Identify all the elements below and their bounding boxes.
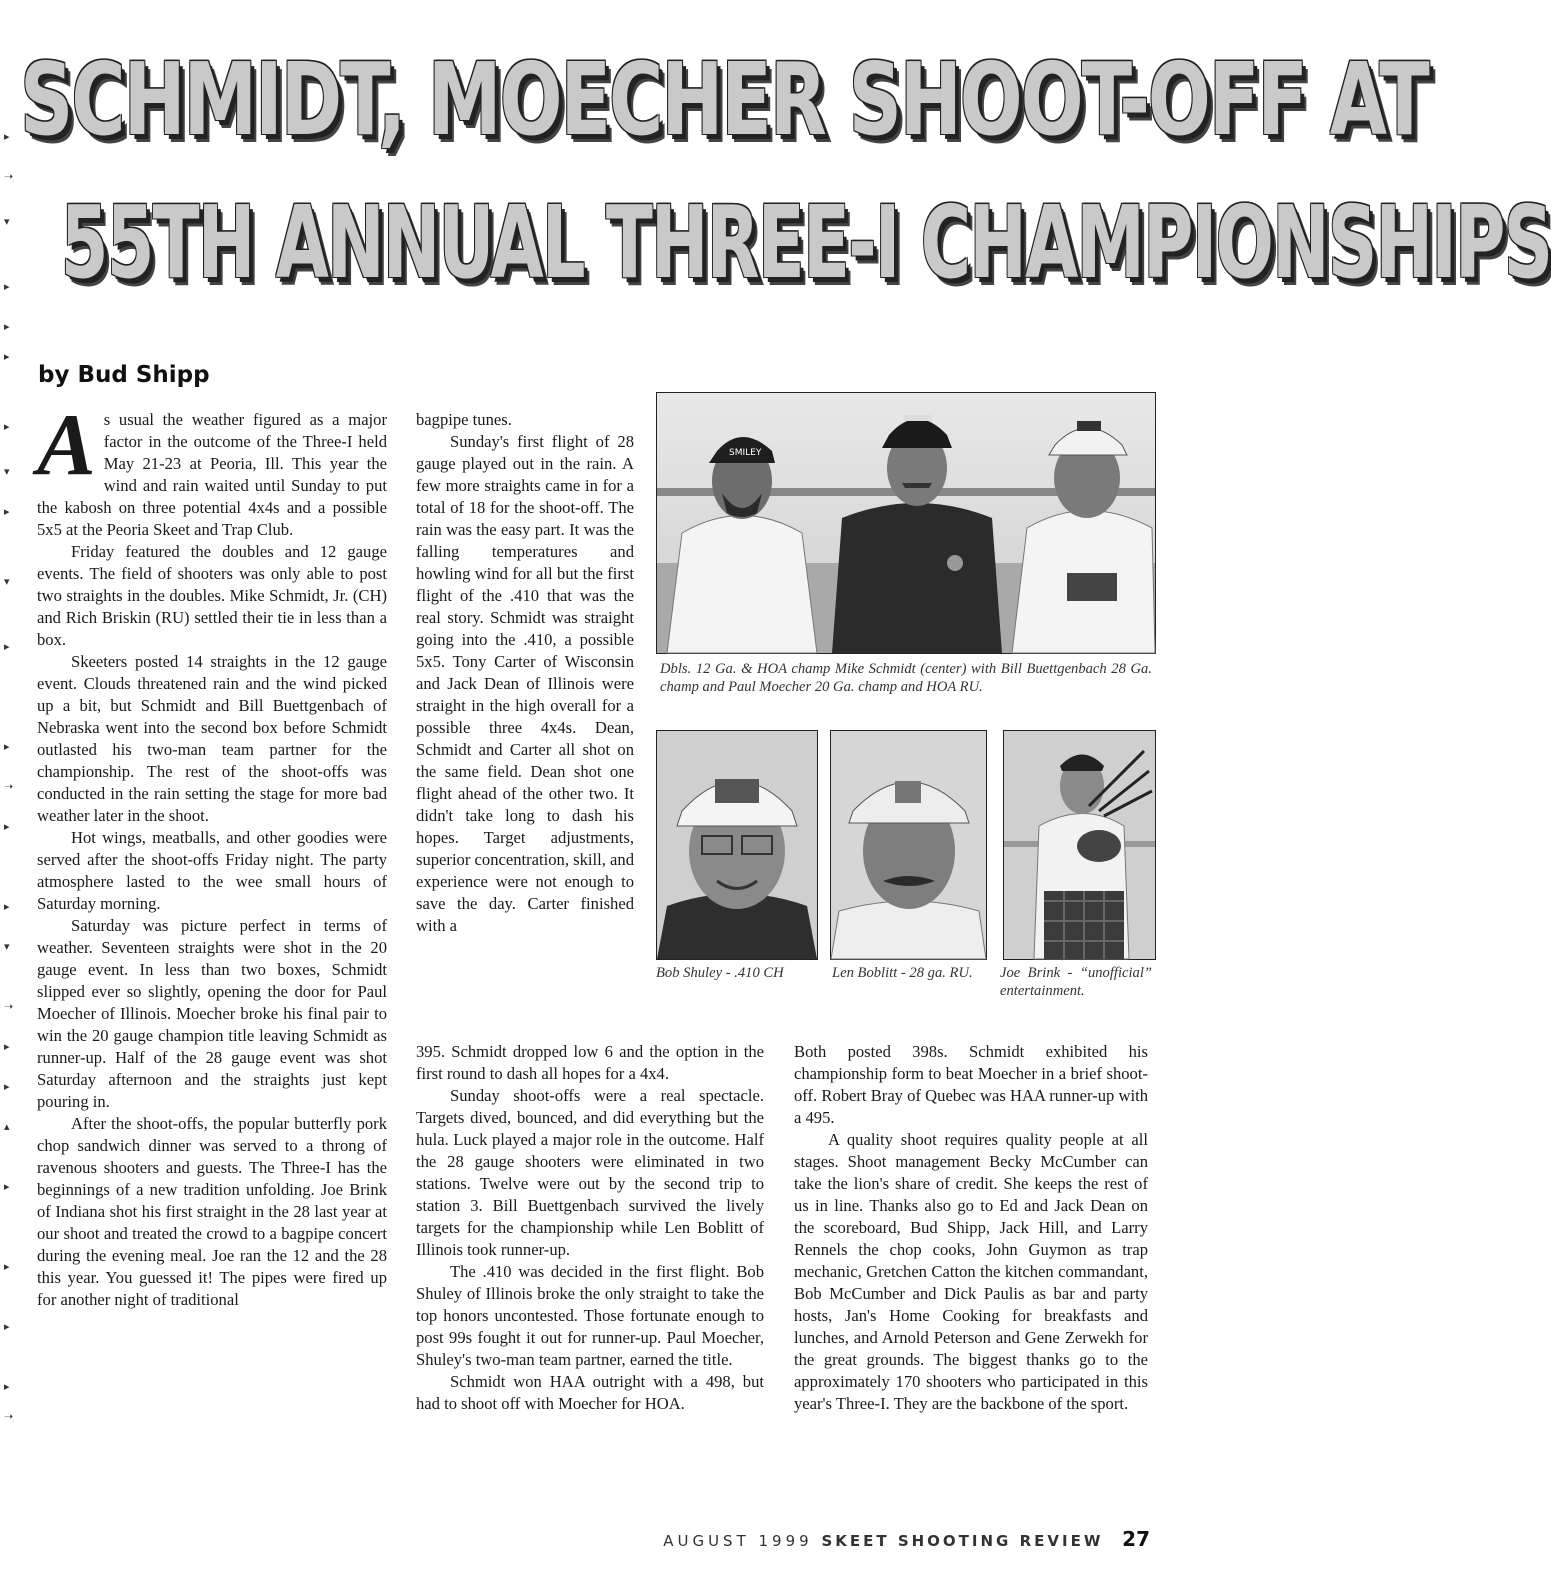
article-paragraph: Friday featured the doubles and 12 gauge events. The field of shooters was only able to post two straights in the doubles. Mike Schmidt, Jr. (CH) and Rich Briskin (RU) settled their tie in less than a box. [37, 542, 387, 649]
article-paragraph: Sunday's first flight of 28 gauge played out in the rain. A few more straights came in for a total of 18 for the shoot-off. The rain was the easy part. It was the falling temperatures and howling wind for all but the first flight of the .410 that was the real story. Schmidt was straight going into the .410, a possible 5x5. Tony Carter of Wisconsin and Jack Dean of Illinois were straight in the high overall for a possible three 4x4s. Dean, Schmidt and Carter all shot on the same field. Dean shot one flight ahead of the other two. It didn't take long to dash his hopes. Target adjustments, superior concentration, skill, and experience were not enough to save the day. Carter finished with a [416, 432, 634, 935]
page-footer [663, 1527, 1150, 1551]
headline-line-2: 55TH ANNUAL THREE-I CHAMPIONSHIPS [60, 185, 1551, 302]
article-paragraph: Both posted 398s. Schmidt exhibited his championship form to beat Moecher in a brief shoot-off. Robert Bray of Quebec was HAA runner-up with a 495. [794, 1042, 1148, 1127]
article-paragraph: Saturday was picture perfect in terms of weather. Seventeen straights were shot in the 20 gauge event. In less than two boxes, Schmidt slipped ever so slightly, opening the door for Paul Moecher of Illinois. Moecher broke his final pair to win the 20 gauge champion title leaving Schmidt as runner-up. Half of the 28 gauge event was shot Saturday afternoon and the straights just kept pouring in. [37, 916, 387, 1111]
article-paragraph: Sunday shoot-offs were a real spectacle. Targets dived, bounced, and did everything but the hula. Luck played a major role in the outcome. Half the 28 gauge shooters were eliminated in two stations. Twelve were out by the second trip to station 3. Bill Buettgenbach survived the lively targets for the championship while Len Boblitt of Illinois took runner-up. [416, 1086, 764, 1259]
article-paragraph: After the shoot-offs, the popular butterfly pork chop sandwich dinner was served to a throng of ravenous shooters and guests. The Three-I has the beginnings of a new tradition unfolding. Joe Brink of Indiana shot his first straight in the 28 last year at our shoot and treated the crowd to a bagpipe concert during the evening meal. Joe ran the 12 and the 28 this year. You guessed it! The pipes were fired up for another night of traditional [37, 1114, 387, 1309]
group-photo-caption: Dbls. 12 Ga. & HOA champ Mike Schmidt (center) with Bill Buettgenbach 28 Ga. champ and Paul Moecher 20 Ga. champ and HOA RU. [660, 661, 1152, 695]
article-paragraph: Skeeters posted 14 straights in the 12 gauge event. Clouds threatened rain and the wind picked up a bit, but Schmidt and Bill Buettgenbach of Nebraska went into the second box before Schmidt outlasted his two-man team partner for the championship. The rest of the shoot-offs was conducted in the rain setting the stage for more bad weather later in the shoot. [37, 652, 387, 825]
article-column-3 [794, 1041, 1148, 1415]
article-paragraph: As usual the weather figured as a major factor in the outcome of the Three-I held May 21-23 at Peoria, Ill. This year the wind and rain waited until Sunday to put the kabosh on three potential 4x4s and a possible 5x5 at the Peoria Skeet and Trap Club. [37, 397, 387, 539]
brink-photo [1003, 730, 1156, 960]
headline-line-1: SCHMIDT, MOECHER SHOOT-OFF AT [20, 42, 1428, 159]
boblitt-photo-caption: Len Boblitt - 28 ga. RU. [832, 965, 973, 981]
svg-text:SMILEY: SMILEY [729, 448, 762, 458]
article-column-1 [37, 397, 387, 1311]
page-number: 27 [1122, 1527, 1150, 1551]
footer-issue: AUGUST 1999 [663, 1532, 813, 1550]
drop-cap: A [37, 397, 96, 494]
boblitt-photo-image [831, 731, 986, 959]
article-paragraph: The .410 was decided in the first flight. Bob Shuley of Illinois broke the only straight to take the top honors uncontested. Those fortunate enough to post 99s fought it out for runner-up. Paul Moecher, Shuley's two-man team partner, earned the title. [416, 1262, 764, 1369]
article-paragraph: 395. Schmidt dropped low 6 and the option in the first round to dash all hopes for a 4x4. [416, 1042, 764, 1083]
shuley-photo-caption: Bob Shuley - .410 CH [656, 965, 784, 981]
article-paragraph: Hot wings, meatballs, and other goodies were served after the shoot-offs Friday night. The party atmosphere lasted to the wee small hours of Saturday morning. [37, 828, 387, 913]
shuley-photo [656, 730, 818, 960]
article-paragraph: A quality shoot requires quality people at all stages. Shoot management Becky McCumber can take the lion's share of credit. She keeps the rest of us in line. Thanks also go to Ed and Jack Dean on the scoreboard, Bud Shipp, Jack Hill, and Larry Rennels the chop cooks, John Guymon as trap mechanic, Gretchen Catton the kitchen commandant, Bob McCumber and Dick Paulis as bar and party hosts, Jan's Home Cooking for breakfasts and lunches, and Arnold Peterson and Gene Zerwekh for the great grounds. The biggest thanks go to the approximately 170 shooters who participated in this year's Three-I. They are the backbone of the sport. [794, 1130, 1148, 1413]
article-paragraph: Schmidt won HAA outright with a 498, but had to shoot off with Moecher for HOA. [416, 1372, 764, 1413]
shuley-photo-image [657, 731, 817, 959]
group-photo [656, 392, 1156, 654]
article-paragraph: bagpipe tunes. [416, 410, 512, 429]
group-photo-image [657, 393, 1155, 653]
boblitt-photo [830, 730, 987, 960]
brink-photo-image [1004, 731, 1155, 959]
footer-magazine: SKEET SHOOTING REVIEW [821, 1532, 1104, 1550]
article-column-2-bottom [416, 1041, 764, 1415]
brink-photo-caption: Joe Brink - “unofficial” entertainment. [1000, 965, 1152, 999]
margin-marks: ▸ ➝ ▾ ▸ ▸ ▸ ▸ ▾ ▸ ▾ ▸ ▸ ➝ ▸ ▸ ▾ ➝ ▸ ▸ ▴ ▸ ▸ ▸ ▸ ➝ [4, 131, 14, 1423]
byline: by Bud Shipp [38, 362, 210, 388]
article-column-2 [416, 409, 634, 937]
